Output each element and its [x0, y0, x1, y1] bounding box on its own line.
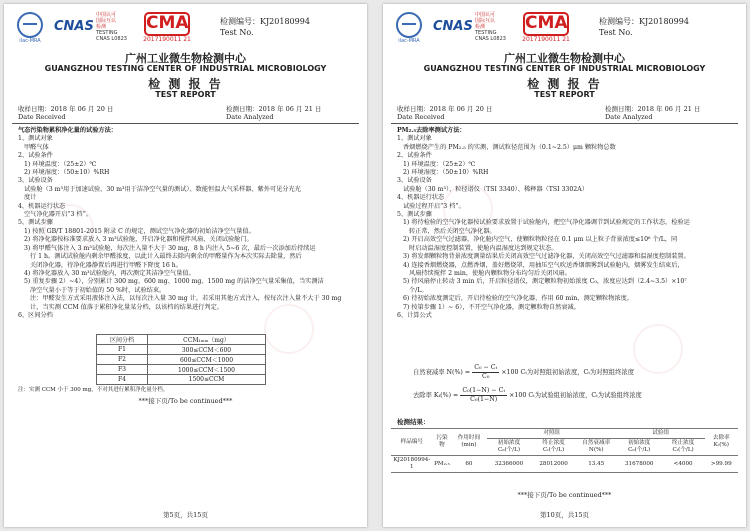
- section-title: PM₂.₅去除率测试方法：: [397, 127, 466, 134]
- report-number: 检测编号：KJ20180994 Test No.: [220, 17, 310, 37]
- text-line: 行 1 h。测试试验舱内剩余甲醛浓度，以此计入最终去除内剩余的甲醛量作为本次实际去除量，然后: [30, 253, 302, 261]
- cma-logo: CMA 2017190011 21: [522, 13, 570, 43]
- report-number: 检测编号：KJ20180994 Test No.: [599, 17, 689, 37]
- report-header: [389, 10, 740, 48]
- text-line: 2) 开启高效空气过滤器，净化舱内空气，使颗粒物粒径在 0.1 μm 以上粒子背景浓度≤10⁶ 个/L，同: [403, 236, 678, 244]
- results-title: 检测结果：: [397, 418, 430, 426]
- table-row: [97, 345, 266, 355]
- table-cell: ×100 Cₜ为试验组初始浓度，Cₜ为试验组终浓度: [509, 392, 642, 399]
- table-header-cell: 终止浓度 Cₜ(个/L): [662, 439, 705, 456]
- table-cell: 60: [451, 456, 486, 473]
- text-line: 2) 环境湿度：（50±10）%RH: [24, 169, 110, 177]
- report-header: [10, 10, 361, 48]
- table-cell: ×100 Cₜ为对照组初始浓度，Cₜ为对照组终浓度: [501, 369, 634, 376]
- formula-removal-rate: [413, 387, 642, 404]
- table-header-cell: 初始浓度 C₀(个/L): [487, 439, 532, 456]
- table-header-cell: 初始浓度 C₀(个/L): [617, 439, 662, 456]
- table-header-cell: 自然衰减率 N(%): [576, 439, 617, 456]
- table-header-cell: 去除率 Kₜ(%): [705, 429, 738, 456]
- report-page-left: ilac-MRA CNAS 中国认可 国际互认 检测 TESTING CNAS L0823 CMA 2017190011 21 检测编号：KJ20180994 Test No. 广州工业微生物检测中心 GUANGZHOU TESTING CENTER OF INDUSTRIAL MICROBIOLOGY 检 测 报 告 TEST REPORT 收样日期：2018 年 06 月 20 日 Date Received 检测日期：2018 年 06 月 21 日 Date Analyzed 气态污染物累积净化量的试验方法： 1、测试对象 甲醛气体 2、试验条件 1) 环境温度：（25±2）℃ 2) 环境湿度：（50±10）%RH 3、试验设备 试验舱（3 m³用于加速试验，30 m³用于洁净空气量的测试）、数能恒温大气采样器、紫外可见分光光 度计 4、机器运行状态 空气净化器开启“3 档”。 5、测试步骤 1) 按照 GB/T 18801-2015 附录 C 的规定，测试空气净化器的初始洁净空气量值。 2) 将净化器按标准要求放入 3 m³试验舱，开启净化器和搅拌风扇，关闭试验舱门。 3) 将甲醛气体注入 3 m³试验舱，每次注入量不大于 30 mg，8 h 内注入 5~6 次，最后一次添加后持续运 行 1 h。测试试验舱内剩余甲醛浓度，以此计入最终去除内剩余的甲醛量作为本次实际去除量，然后 关闭净化器，待净化器静置后再进行甲醛下降度 16 h。 4) 将净化器放入 30 m³试验舱内，再次测定其洁净空气量值。 5) 重复步骤 2）~4），分别累计 300 mg、600 mg、1000 mg、1500 mg 的洁净空气量采集值，当实测洁 净空气量小于等于初始值的 50 %时，试验结束。 注：甲醛发生方式采用液体注入法，以每次注入量 30 mg 计，若采用其他方式注入，按每次注入量不大于 30 mg 计，当实测 CCM 值落于累积净化量某分档，以该档的结果进行判定。 6、区间分档 区间分档 CCM₁ₘₘ（mg） F1 300≤CCM＜600 F2 600≤CCM＜1000 F3 1000≤CCM＜1500 F4 1500≤CCM 注：实测 CCM 小于 300 mg，不对其进行累积净化量分档。 ***接下页/To be continued*** 第5页，共15页: [4, 4, 367, 527]
- text-line: 计，当实测 CCM 值落于累积净化量某分档，以该档的结果进行判定。: [30, 303, 223, 311]
- table-cell: >99.99: [705, 456, 738, 473]
- table-cell: F3: [97, 365, 148, 375]
- text-line: 1) 将待检验的空气净化器按试验要求放置于试验舱内，把空气净化器调节到试验规定的工作状态，检验运: [403, 219, 690, 227]
- table-cell: 31678000: [617, 456, 662, 473]
- table-header-cell: 污染物: [433, 429, 452, 456]
- text-line: 2、试验条件: [18, 152, 53, 160]
- table-header-cell: 作用时间(min): [451, 429, 486, 456]
- text-line: 空气净化器开启“3 档”。: [24, 211, 92, 219]
- cnas-logo: CNAS: [54, 19, 94, 34]
- text-line: 1) 环境温度：（25±2）℃: [403, 160, 476, 168]
- continued-label: ***接下页/To be continued***: [517, 491, 612, 499]
- page-footer: 第10页，共15页: [539, 511, 590, 519]
- table-cell: 自然衰减率 N(%) =: [413, 369, 471, 376]
- table-cell: 28012000: [531, 456, 575, 473]
- report-page-right: ilac-MRA CNAS 中国认可 国际互认 检测 TESTING CNAS L0823 CMA 2017190011 21 检测编号：KJ20180994 Test No. 广州工业微生物检测中心 GUANGZHOU TESTING CENTER OF INDUSTRIAL MICROBIOLOGY 检 测 报 告 TEST REPORT 收样日期：2018 年 06 月 20 日 Date Received 检测日期：2018 年 06 月 21 日 Date Analyzed PM₂.₅去除率测试方法： 1、测试对象 香烟燃烧产生的 PM₂.₅ 的实测，测试粒径范围为（0.1~2.5）μm 颗粒物总数 2、试验条件 1) 环境温度：（25±2）℃ 2) 环境湿度：（50±10）%RH 3、试验设备 试验舱（30 m³）、粒径谱仪（TSI 3340）、稀释器（TSI 3302A） 4、机器运行状态 试验过程开启“3 档”。 5、测试步骤 1) 将待检验的空气净化器按试验要求放置于试验舱内，把空气净化器调节到试验规定的工作状态，检验运 转正常，然后关闭空气净化器。 2) 开启高效空气过滤器，净化舱内空气，使颗粒物粒径在 0.1 μm 以上粒子背景浓度≤10⁶ 个/L，同 时启动温湿度控制装置，使舱内温湿度达到规定状态。 3) 将发烟颗粒物背景浓度测量结果后关闭高效空气过滤净化器，关闭高效空气过滤器和温湿度控制装置。 4) 连接香烟燃烧器，点燃香烟，盖好燃烧罩，用抽压空气吹送香烟烟雾到试验舱内，烟雾发生结束后， 风扇持续搅拌 2 min，使舱内颗粒物分布均匀后关闭风扇。 5) 待风扇停止转动 3 min 后，开启粒径谱仪，测定颗粒物初始浓度 C₀，浓度应达到（2.4~3.5）×10⁷ 个/L。 6) 待初始浓度测定后，开启待检验的空气净化器，作用 60 min，测定颗粒物浓度。 7) 按第步骤 1）~ 6），不开空气净化器，测定颗粒物自然衰减。 6、计算公式 自然衰减率 N(%) = $\frac{\text{C₀ − Cₜ}}{\text{C₀}}$ ×100 Cₜ为对照组初始浓度，Cₜ为对照组终浓度 去除率 Kₜ(%) = $\frac{\text{C₀(1−N) − Cₜ}}{\text{C₀(1−N)}}$ ×100 Cₜ为试验组初始浓度，Cₜ为试验组终浓度 检测结果： 样品编号 污染物 作用时间(min) 对照组 试验组 去除率 Kₜ(%) 初始浓度 C₀(个/L) 终止浓度 Cₜ(个/L) 自然衰减率 N(%) 初始浓度 C₀(个/L) 终止浓度 Cₜ(个/L) KJ20180994-1 PM₂.₅ 60 32366000 28012000 13.45 31678000 <4000 >99.99 ***接下页/To be continued*** 第10页，共15页: [383, 4, 746, 527]
- report-title-en: TEST REPORT: [155, 90, 216, 99]
- testing-accreditation: 中国认可 国际互认 检测 TESTING CNAS L0823: [96, 12, 127, 42]
- text-line: 5) 重复步骤 2）~4），分别累计 300 mg、600 mg、1000 mg、1500 mg 的洁净空气量采集值，当实测洁: [24, 278, 324, 286]
- table-cell: 600≤CCM＜1000: [147, 355, 265, 365]
- table-header-cell: 样品编号: [391, 429, 433, 456]
- text-line: 6、计算公式: [397, 311, 432, 319]
- text-line: 香烟燃烧产生的 PM₂.₅ 的实测，测试粒径范围为（0.1~2.5）μm 颗粒物总数: [403, 143, 616, 151]
- text-line: 4) 连接香烟燃烧器，点燃香烟，盖好燃烧罩，用抽压空气吹送香烟烟雾到试验舱内，烟雾发生结束后，: [403, 261, 684, 269]
- center-name-cn: 广州工业微生物检测中心: [504, 52, 625, 65]
- table-cell: 13.45: [576, 456, 617, 473]
- interval-table: [96, 334, 266, 385]
- report-title-cn: 检 测 报 告: [527, 77, 602, 91]
- formula-natural-decay: [413, 364, 634, 381]
- text-line: 6) 待初始浓度测定后，开启待检验的空气净化器，作用 60 min，测定颗粒物浓度。: [403, 295, 633, 303]
- text-line: 试验过程开启“3 档”。: [403, 202, 465, 210]
- text-line: 5) 待风扇停止转动 3 min 后，开启粒径谱仪，测定颗粒物初始浓度 C₀，浓度应达到（2.4~3.5）×10⁷: [403, 278, 687, 286]
- table-cell: F4: [97, 375, 148, 385]
- text-line: 7) 按第步骤 1）~ 6），不开空气净化器，测定颗粒物自然衰减。: [403, 303, 580, 311]
- text-line: 个/L。: [409, 286, 428, 294]
- section-title: 气态污染物累积净化量的试验方法：: [18, 127, 117, 134]
- table-cell: F2: [97, 355, 148, 365]
- table-cell: 32366000: [487, 456, 532, 473]
- text-line: 4) 将净化器放入 30 m³试验舱内，再次测定其洁净空气量值。: [24, 269, 195, 277]
- text-line: 净空气量小于等于初始值的 50 %时，试验结束。: [30, 286, 166, 294]
- table-cell: C₀(1−N): [470, 396, 498, 403]
- text-line: 5、测试步骤: [397, 211, 432, 219]
- table-cell: 1500≤CCM: [147, 375, 265, 385]
- method-body: [18, 127, 353, 320]
- text-line: 1) 按照 GB/T 18801-2015 附录 C 的规定，测试空气净化器的初始洁净空气量值。: [24, 227, 255, 235]
- cma-logo: CMA 2017190011 21: [143, 13, 191, 43]
- ilac-logo: ilac-MRA: [10, 12, 50, 42]
- center-name-en: GUANGZHOU TESTING CENTER OF INDUSTRIAL MICROBIOLOGY: [423, 64, 706, 73]
- text-line: 1) 环境温度：（25±2）℃: [24, 160, 97, 168]
- text-line: 3、试验设备: [397, 177, 432, 185]
- table-cell: 1000≤CCM＜1500: [147, 365, 265, 375]
- text-line: 3) 将甲醛气体注入 3 m³试验舱，每次注入量不大于 30 mg，8 h 内注入 5~6 次，最后一次添加后持续运: [24, 244, 316, 252]
- text-line: 试验舱（3 m³用于加速试验，30 m³用于洁净空气量的测试）、数能恒温大气采样器、紫外可见分光光: [24, 185, 301, 193]
- text-line: 1、测试对象: [18, 135, 53, 143]
- text-line: 1、测试对象: [397, 135, 432, 143]
- text-line: 转正常，然后关闭空气净化器。: [409, 227, 496, 235]
- table-header-cell: CCM₁ₘₘ（mg）: [147, 335, 265, 345]
- testing-accreditation: 中国认可 国际互认 检测 TESTING CNAS L0823: [475, 12, 506, 42]
- table-cell: 300≤CCM＜600: [147, 345, 265, 355]
- report-title-cn: 检 测 报 告: [148, 77, 223, 91]
- report-title-en: TEST REPORT: [534, 90, 595, 99]
- text-line: 时启动温湿度控制装置，使舱内温湿度达到规定状态。: [409, 244, 558, 252]
- table-cell: KJ20180994-1: [391, 456, 433, 473]
- watermark-stamp: [633, 324, 683, 374]
- text-line: 4、机器运行状态: [18, 202, 66, 210]
- text-line: 3) 将发烟颗粒物背景浓度测量结果后关闭高效空气过滤净化器，关闭高效空气过滤器和温湿度控制装置。: [403, 253, 690, 261]
- table-row: [97, 355, 266, 365]
- results-table: [391, 428, 738, 473]
- table-cell: [472, 364, 499, 381]
- text-line: 2) 将净化器按标准要求放入 3 m³试验舱，开启净化器和搅拌风扇，关闭试验舱门。: [24, 236, 253, 244]
- table-row: [97, 375, 266, 385]
- cnas-logo: CNAS: [433, 19, 473, 34]
- text-line: 度计: [24, 194, 37, 202]
- table-header-cell: 试验组: [617, 429, 705, 439]
- table-cell: 去除率 Kₜ(%) =: [413, 392, 459, 399]
- method-body: [397, 127, 732, 320]
- table-note: 注：实测 CCM 小于 300 mg，不对其进行累积净化量分档。: [18, 387, 169, 393]
- text-line: 2、试验条件: [397, 152, 432, 160]
- table-cell: F1: [97, 345, 148, 355]
- table-header-cell: 对照组: [487, 429, 617, 439]
- text-line: 3、试验设备: [18, 177, 53, 185]
- text-line: 风扇持续搅拌 2 min，使舱内颗粒物分布均匀后关闭风扇。: [409, 269, 572, 277]
- page-footer: 第5页，共15页: [163, 511, 208, 519]
- table-cell: PM₂.₅: [433, 456, 452, 473]
- center-name-en: GUANGZHOU TESTING CENTER OF INDUSTRIAL MICROBIOLOGY: [44, 64, 327, 73]
- table-header-cell: 终止浓度 Cₜ(个/L): [531, 439, 575, 456]
- center-name-cn: 广州工业微生物检测中心: [125, 52, 246, 65]
- continued-label: ***接下页/To be continued***: [138, 397, 233, 405]
- table-row: [391, 456, 738, 473]
- text-line: 4、机器运行状态: [397, 194, 445, 202]
- table-cell: C₀: [482, 373, 490, 380]
- table-cell: C₀ − Cₜ: [474, 364, 498, 371]
- table-cell: [460, 387, 507, 404]
- divider: [12, 123, 359, 124]
- table-cell: C₀(1−N) − Cₜ: [462, 387, 506, 394]
- text-line: 6、区间分档: [18, 311, 53, 319]
- table-row: [97, 365, 266, 375]
- text-line: 5、测试步骤: [18, 219, 53, 227]
- text-line: 2) 环境湿度：（50±10）%RH: [403, 169, 489, 177]
- text-line: 甲醛气体: [24, 143, 49, 151]
- text-line: 关闭净化器，待净化器静置后再进行甲醛下降度 16 h。: [30, 261, 182, 269]
- table-cell: <4000: [662, 456, 705, 473]
- text-line: 注：甲醛发生方式采用液体注入法，以每次注入量 30 mg 计，若采用其他方式注入，按每次注入量不大于 30 mg: [30, 295, 342, 303]
- table-header-cell: 区间分档: [97, 335, 148, 345]
- ilac-logo: ilac-MRA: [389, 12, 429, 42]
- divider: [391, 123, 738, 124]
- text-line: 试验舱（30 m³）、粒径谱仪（TSI 3340）、稀释器（TSI 3302A）: [403, 185, 588, 193]
